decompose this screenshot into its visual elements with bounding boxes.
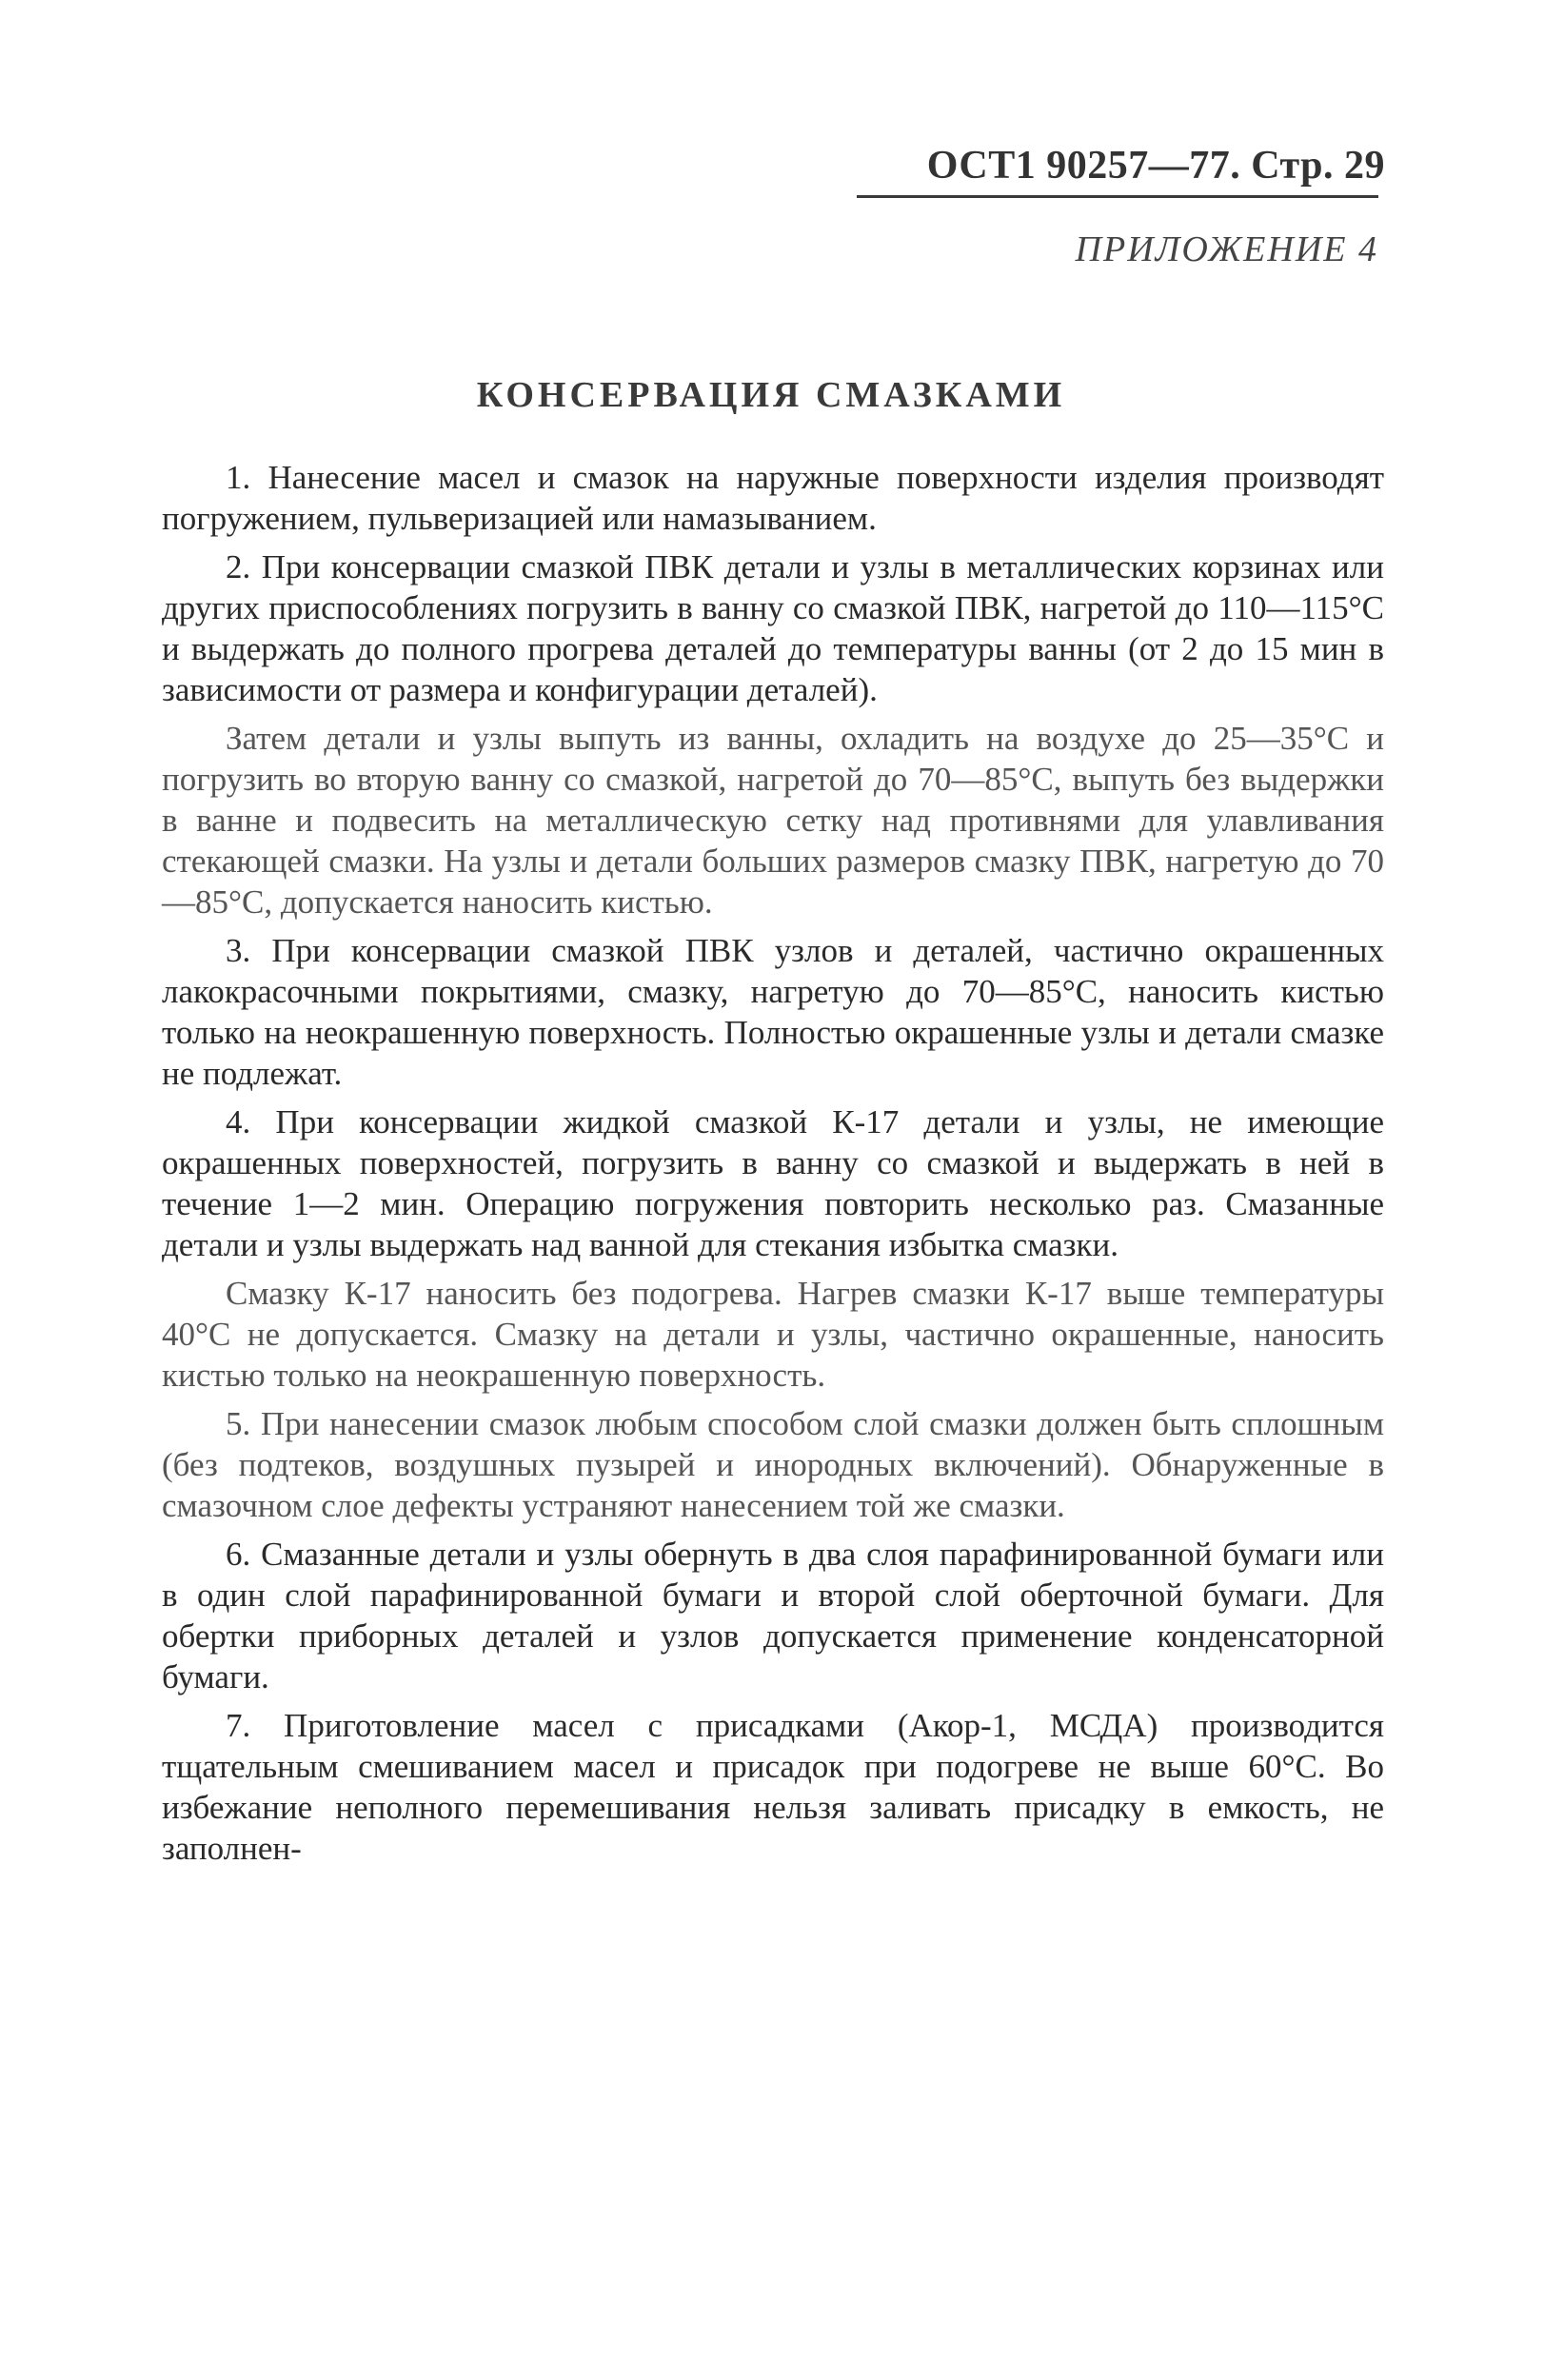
appendix-label: ПРИЛОЖЕНИЕ 4 <box>1075 229 1378 269</box>
paragraph-2: 2. При консервации смазкой ПВК детали и узлы в металлических корзинах или других приспособлениях погрузить в ванну со смазкой ПВК, нагретой до 110—115°С и выдержать до полного прогрева деталей до температуры ванны (от 2 до 15 мин в зависимости от размера и конфигурации деталей). <box>162 548 1384 708</box>
paragraph-5: 5. При нанесении смазок любым способом слой смазки должен быть сплошным (без подтеков, воздушных пузырей и инородных включений). Обнаруженные в смазочном слое дефекты устраняют нанесением той же смазки. <box>162 1405 1384 1524</box>
paragraph-2-continued: Затем детали и узлы выпуть из ванны, охладить на воздухе до 25—35°С и погрузить во вторую ванну со смазкой, нагретой до 70—85°С, выпуть без выдержки в ванне и подвесить на металлическую сетку над противнями для улавливания стекающей смазки. На узлы и детали больших размеров смазку ПВК, нагретую до 70—85°С, допускается наносить кистью. <box>162 720 1384 921</box>
paragraph-7: 7. Приготовление масел с присадками (Акор-1, МСДА) производится тщательным смешиванием масел и присадок при подогреве не выше 60°С. Во избежание неполного перемешивания нельзя заливать присадку в емкость, не заполнен- <box>162 1707 1384 1867</box>
paragraph-6: 6. Смазанные детали и узлы обернуть в два слоя парафинированной бумаги или в один слой парафинированной бумаги и второй слой оберточной бумаги. Для обертки приборных деталей и узлов допускается применение конденсаторной бумаги. <box>162 1536 1384 1696</box>
header-rule <box>857 195 1378 198</box>
standard-reference: ОСТ1 90257—77. Стр. 29 <box>926 144 1385 188</box>
paragraph-4-continued: Смазку К-17 наносить без подогрева. Нагрев смазки К-17 выше температуры 40°С не допускается. Смазку на детали и узлы, частично окрашенные, наносить кистью только на неокрашенную поверхность. <box>162 1275 1384 1394</box>
paragraph-3: 3. При консервации смазкой ПВК узлов и деталей, частично окрашенных лакокрасочными покрытиями, смазку, нагретую до 70—85°С, наносить кистью только на неокрашенную поверхность. Полностью окрашенные узлы и детали смазке не подлежат. <box>162 932 1384 1092</box>
paragraph-4: 4. При консервации жидкой смазкой К-17 детали и узлы, не имеющие окрашенных поверхностей, погрузить в ванну со смазкой и выдержать в ней в течение 1—2 мин. Операцию погружения повторить несколько раз. Смазанные детали и узлы выдержать над ванной для стекания избытка смазки. <box>162 1103 1384 1263</box>
body-text <box>162 457 1384 1876</box>
paragraph-1: 1. Нанесение масел и смазок на наружные поверхности изделия производят погружением, пульверизацией или намазыванием. <box>162 459 1384 537</box>
section-title: КОНСЕРВАЦИЯ СМАЗКАМИ <box>476 375 1066 415</box>
